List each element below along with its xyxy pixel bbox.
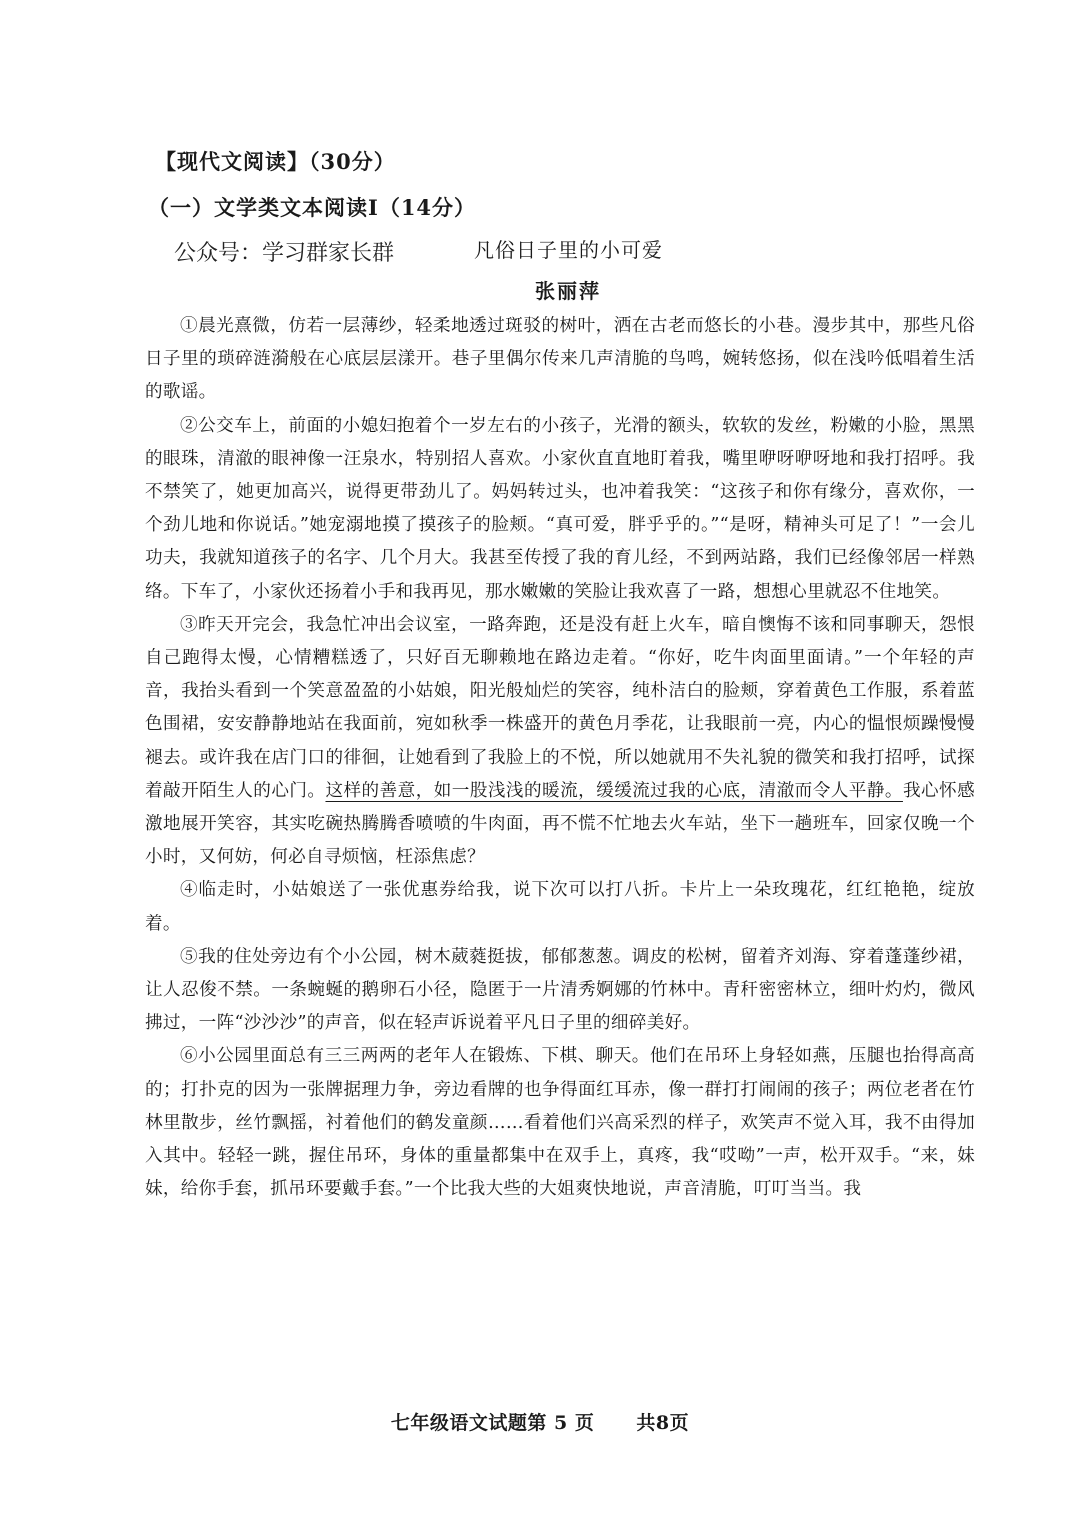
paragraph-6: ⑥小公园里面总有三三两两的老年人在锻炼、下棋、聊天。他们在吊环上身轻如燕，压腿也抬得高高的；打扑克的因为一张牌据理力争，旁边看牌的也争得面红耳赤，像一群打打闹闹的孩子；两位老者在竹林里散步，丝竹飘摇，衬着他们的鹤发童颜……看着他们兴高采烈的样子，欢笑声不觉入耳，我不由得加入其中。轻轻一跳，握住吊环，身体的重量都集中在双手上，真疼，我“哎呦”一声，松开双手。“来，妹妹，给你手套，抓吊环要戴手套。”一个比我大些的大姐爽快地说，声音清脆，叮叮当当。我 [145, 1046, 975, 1200]
page-footer [0, 1408, 1080, 1435]
paragraph-2: ②公交车上，前面的小媳妇抱着个一岁左右的小孩子，光滑的额头，软软的发丝，粉嫩的小脸，黑黑的眼珠，清澈的眼神像一汪泉水，特别招人喜欢。小家伙直直地盯着我，嘴里咿呀咿呀地和我打招呼。我不禁笑了，她更加高兴，说得更带劲儿了。妈妈转过头，也冲着我笑：“这孩子和你有缘分，喜欢你，一个劲儿地和你说话。”她宠溺地摸了摸孩子的脸颊。“真可爱，胖乎乎的。”“是呀，精神头可足了！”一会儿功夫，我就知道孩子的名字、几个月大。我甚至传授了我的育儿经，不到两站路，我们已经像邻居一样熟络。下车了，小家伙还扬着小手和我再见，那水嫩嫩的笑脸让我欢喜了一路，想想心里就忍不住地笑。 [145, 415, 975, 602]
underlined-sentence: 这样的善意，如一股浅浅的暖流，缓缓流过我的心底，清澈而令人平静。 [325, 780, 903, 801]
page-number-label: 七年级语文试题第 5 页 [390, 1412, 595, 1434]
article-body [145, 310, 975, 1206]
paragraph-5: ⑤我的住处旁边有个小公园，树木葳蕤挺拔，郁郁葱葱。调皮的松树，留着齐刘海、穿着蓬蓬纱裙，让人忍俊不禁。一条蜿蜒的鹅卵石小径，隐匿于一片清秀婀娜的竹林中。青秆密密林立，细叶灼灼，微风拂过，一阵“沙沙沙”的声音，似在轻声诉说着平凡日子里的细碎美好。 [145, 946, 975, 1034]
article-author: 张丽萍 [535, 279, 601, 303]
paragraph-1: ①晨光熹微，仿若一层薄纱，轻柔地透过斑驳的树叶，洒在古老而悠长的小巷。漫步其中，那些凡俗日子里的琐碎涟漪般在心底层层漾开。巷子里偶尔传来几声清脆的鸟鸣，婉转悠扬，似在浅吟低唱着生活的歌谣。 [145, 316, 975, 403]
subsection-heading: （一）文学类文本阅读Ⅰ（14分） [148, 195, 477, 220]
paragraph-4: ④临走时，小姑娘送了一张优惠券给我，说下次可以打八折。卡片上一朵玫瑰花，红红艳艳，绽放着。 [145, 880, 975, 934]
paragraph-3-part-2: 我心怀感激地展开笑容，其实吃碗热腾腾香喷喷的牛肉面，再不慌不忙地去火车站，坐下一趟班车，回家仅晚一个小时，又何妨，何必自寻烦恼，枉添焦虑？ [145, 780, 975, 868]
article-title: 凡俗日子里的小可爱 [474, 238, 663, 262]
watermark-text: 公众号：学习群家长群 [174, 241, 395, 266]
paragraph-3-part-1: ③昨天开完会，我急忙冲出会议室，一路奔跑，还是没有赶上火车，暗自懊悔不该和同事聊天，怨恨自己跑得太慢，心情糟糕透了，只好百无聊赖地在路边走着。“你好，吃牛肉面里面请。”一个年轻的声音，我抬头看到一个笑意盈盈的小姑娘，阳光般灿烂的笑容，纯朴洁白的脸颊，穿着黄色工作服，系着蓝色围裙，安安静静地站在我面前，宛如秋季一株盛开的黄色月季花，让我眼前一亮，内心的愠恨烦躁慢慢褪去。或许我在店门口的徘徊，让她看到了我脸上的不悦，所以她就用不失礼貌的微笑和我打招呼，试探着敲开陌生人的心门。 [145, 614, 975, 801]
paragraph-3 [145, 609, 975, 875]
section-heading: 【现代文阅读】（30分） [155, 149, 396, 174]
total-pages-label: 共8页 [636, 1412, 690, 1434]
